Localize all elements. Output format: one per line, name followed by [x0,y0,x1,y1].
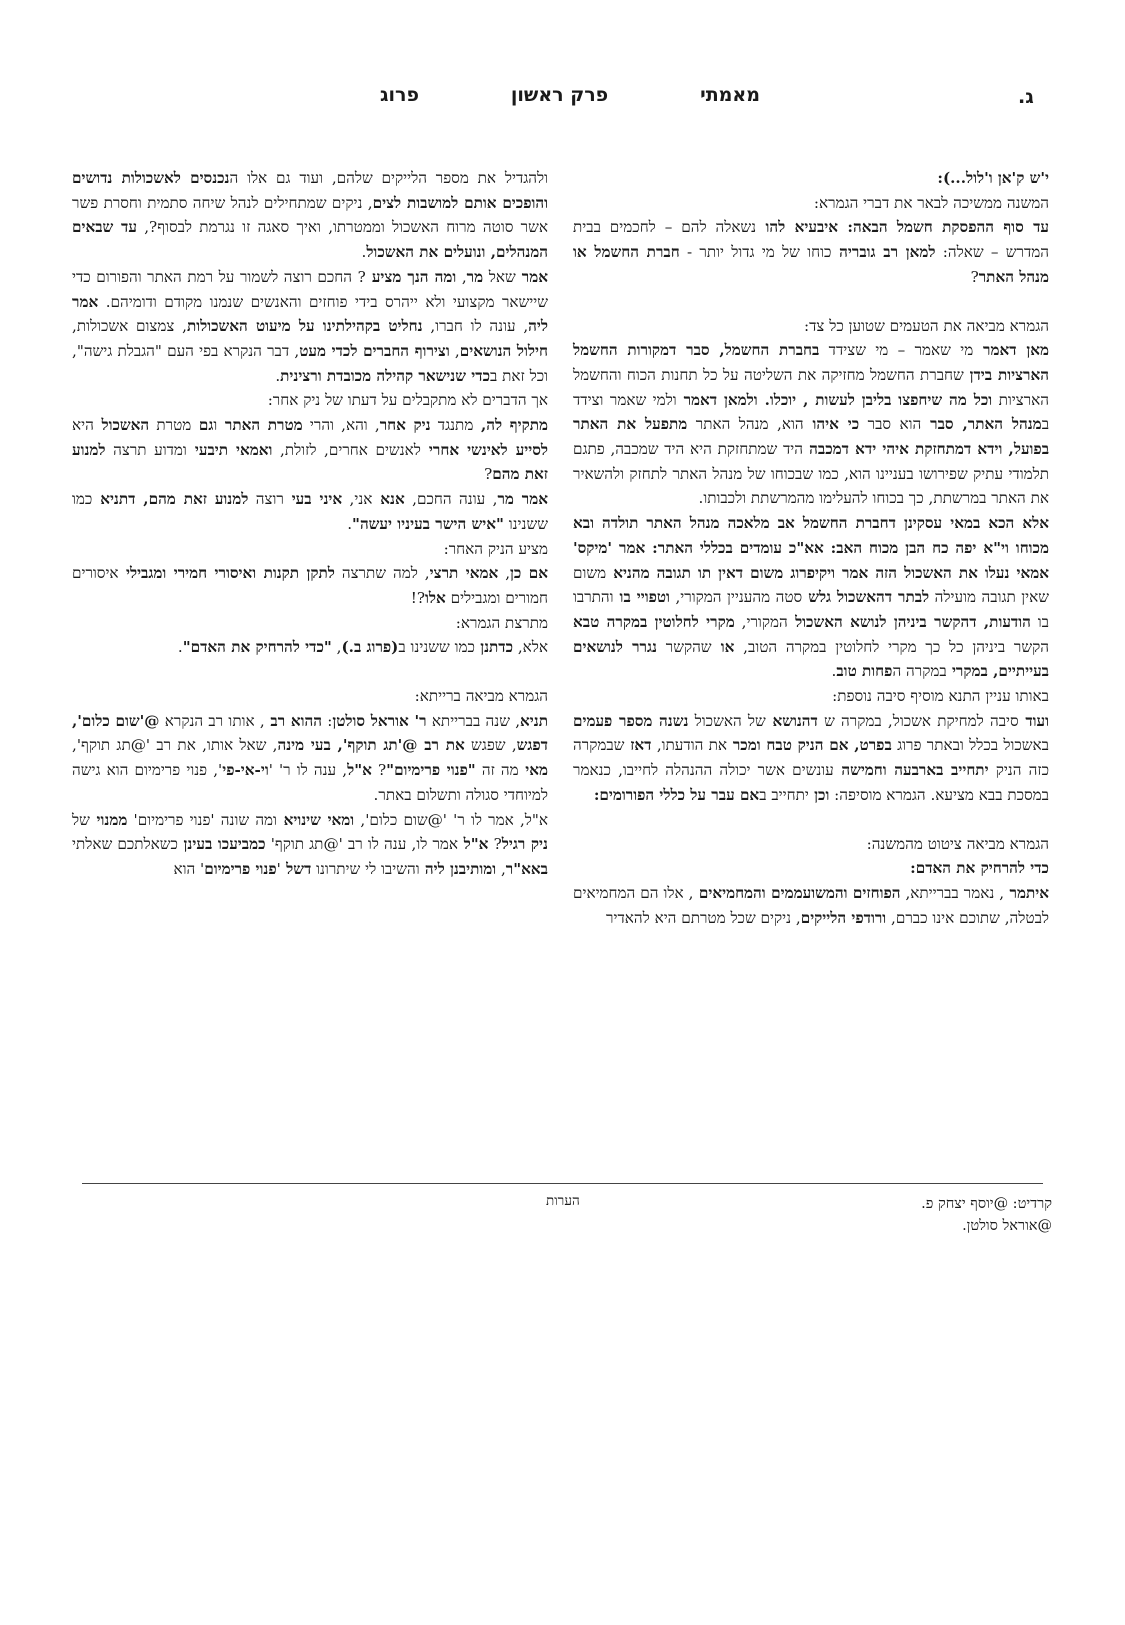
paragraph [573,338,1049,511]
paragraph [72,684,548,709]
bold-text: משום דאין תו תגובה מהניא [606,563,784,582]
bold-text: אמר [515,267,548,286]
bold-text: אמר ליה [72,292,548,336]
bold-text: ומאי שינויא [276,810,355,829]
text-run: מתרצת הגמרא: [455,613,548,632]
bold-text: ורודפי הלייקים [800,908,887,927]
text-run: , ניקים שכל מטרתם היא להאדיר [606,908,801,927]
bold-text: כי איהו [803,415,860,434]
bold-text: "כדי להרחיק את האדם" [182,638,332,657]
text-run: שחברת החשמל מחזיקה את השליטה על כל תחנות הכוח והחשמל הארציות [573,365,1049,409]
bold-text: מטרת האתר [217,416,303,435]
text-run: כוחו של מי גדול יותר - [679,243,832,262]
bold-text: אלא הכא במאי עסקינן דחברת החשמל אב מלאכה מנהל האתר תולדה ובא מכוחו וי"א יפה כח הבן מכוח האב: אא"כ עומדים בכללי האתר: אמר 'מיקס' אמאי נעלו את האשכול הזה אמר ויקיפרוג [573,514,1049,582]
text-run: ומה שונה 'פנוי פרימיום' [127,810,277,829]
text-run: ? החכם רוצה לשמור על רמת האתר והפורום כדי שיישאר מקצועי ולא ייהרס בידי פוחזים והאנשים שנמנו מקודם ודומיהם. [72,267,548,311]
text-run: ? [371,761,387,780]
bold-text: למנוע זאת מהם [72,440,548,484]
notes-label: הערות [546,1193,580,1209]
bold-text: ממנוי [89,810,128,829]
bold-text: מר [466,267,484,286]
text-run: , [331,638,342,657]
paragraph [573,856,1049,881]
text-run: ', פנוי פרימיום הוא גישה למיוחדי סגולה ותשלום באתר. [72,761,548,804]
text-run: של [72,810,90,829]
bold-text: או [711,637,735,656]
paragraph [72,537,548,562]
chapter-title: פרק ראשון [510,84,609,106]
paragraph-gap [72,660,548,684]
text-run: , [498,564,511,583]
paragraph [573,511,1049,684]
bold-text: מתפעל את האתר בפועל, וידא דמתחזקת איהי ידא דמכבה [573,415,1050,459]
page-number: ג. [1018,86,1034,108]
text-run: ? [484,465,493,484]
text-run: מה זה [475,761,519,780]
bold-text: אנא [372,490,405,509]
bold-text: גם [191,416,214,435]
bold-text: פנוי פרימיום [204,859,277,878]
paragraph [573,881,1049,930]
text-run: כשאלתכם שאלתי [72,835,178,854]
paragraph [72,808,548,882]
bold-text: מתקיף לה, [473,416,548,435]
text-run: שאל [483,267,516,286]
text-run: היד שמתחזקת היא היד שמכבה, פתגם תלמודי עתיק שפירושו בעניינו הוא, כמו שבכוחו של מנהל האתר לתחזק ולהשאיר את האתר במרשתת, כך בכוחו להעלימו מהמרשתת ולכבותו. [573,440,1049,508]
paragraph [72,413,548,487]
paragraph [72,635,548,660]
text-run: יתחייב ב [759,785,809,804]
bold-text: לסייע לאינשי אחרי [420,440,549,459]
text-run: . [347,514,353,533]
text-run: משום שאין תגובה מועילה [573,563,1049,607]
text-run: איסורים חמורים ומגבילים [72,564,548,607]
text-run: , שאל אותו, את רב '@תג תוקף', [72,736,278,755]
paragraph [573,314,1049,339]
bold-text: ומה הנך מציע [365,267,457,286]
bold-text: מקרי לחלוטין במקרה טבא [573,612,735,631]
text-run: באשכול בכלל ובאתר פרוג [891,736,1049,755]
credit-line: קרדיט: @יוסף יצחק פ. [921,1196,1052,1212]
text-run: מטרת [149,416,192,435]
text-run: הגמרא מביאה ציטוט מהמשנה: [866,834,1049,853]
text-run: , שפגש [464,736,517,755]
bold-text: אלו [425,588,446,607]
bold-text: לבתר דהאשכול גלש [802,588,930,607]
text-run: ? [488,835,502,854]
bold-text: אמאי תרצי [429,564,499,583]
paragraph-gap [573,290,1049,314]
bold-text: דאז [624,736,652,755]
bold-text: כמביעכו בעינן [177,835,266,854]
bold-text: "פנוי פרימיום" [386,761,476,780]
text-run: . [361,243,367,262]
paragraph [573,191,1049,216]
bold-text: בפרט, אם הניק טבח ומכר [727,736,892,755]
bold-text: (פרוג ב.) [341,638,399,657]
text-run: שבמקרה כזה הניק [573,736,1049,780]
bold-text: מנהל האתר, סבר [921,415,1042,434]
bold-text: וי-אי-פי [222,761,269,780]
text-run: שהקשר [656,637,712,656]
text-run: הגמרא מביאה ברייתא: [414,687,548,706]
paragraph [72,709,548,808]
text-run: המשנה ממשיכה לבאר את דברי הגמרא: [813,193,1049,212]
text-run: ומדוע תרצה [105,440,187,459]
text-run: , דבר הנקרא בפי העם "הגבלת גישה", וכל זאת ב [72,341,548,385]
bold-text: האשכול [93,416,150,435]
text-run: אלא, [513,638,548,657]
text-run: , שנה בברייתא [426,711,521,730]
text-run: , והא, והרי [302,416,380,435]
paragraph [573,215,1049,289]
text-run: , [456,267,467,286]
text-run: נשאלה להם – לחכמים בבית המדרש – שאלה: [573,218,1049,262]
text-run: המקורי, [734,612,788,631]
text-run: מתנגד [430,416,474,435]
bold-text: יתחייב בארבעה וחמישה [833,761,989,780]
bold-text: למנוע זאת מהם, דתניא [92,490,249,509]
tractate-title: מאמתי [700,84,760,106]
bold-text: עד שבאים המנהלים, ונועלים את האשכול [72,218,548,262]
bold-text: באא"ר [505,859,548,878]
bold-text: בחברת החשמל, סבר דמקורות החשמל הארציות בידן [573,341,1049,384]
text-run: , עונה החכם, [404,490,498,509]
bold-text: וצירוף החברים לכדי מעט [299,341,450,360]
paragraph [72,561,548,610]
text-run: והתרבו בו [573,588,1049,631]
text-run: , נאמר בברייתא, [900,883,1005,902]
text-run: מי שאמר – מי שצידד [819,341,974,360]
paragraph [72,166,548,265]
text-run: הוא, מנהל האתר [687,415,804,434]
right-text-column [573,166,1049,930]
bold-text: א"ל [347,761,372,780]
part-title: פרוג [380,84,419,106]
bold-text: כדתנן [474,638,513,657]
text-run: : [322,711,333,730]
credit-block [812,1193,1052,1237]
paragraph [72,611,548,636]
text-run: הגמרא מביאה את הטעמים שטוען כל צד: [804,316,1049,335]
credit-line: @אוראל סולטן. [962,1218,1052,1234]
text-run: באותו עניין התנא מוסיף סיבה נוספת: [832,687,1049,706]
bold-text: דשל [280,859,312,878]
bold-text: לתקן תקנות ואיסורי חמירי ומגבילי [118,564,335,583]
bold-text: נחליט בקהילתינו על מיעוט האשכולות [186,317,423,336]
text-run: , צמצום אשכולות, [72,317,187,336]
bold-text: נגרר לנושאים בעייתיים, במקרי [573,637,1049,681]
paragraph [573,166,1049,191]
text-run: הוא סבר [859,415,922,434]
bold-text: ר' אוראל סולטן [332,711,427,730]
bold-text: איתמר [1004,883,1049,902]
text-run: אך הדברים לא מתקבלים על דעתו של ניק אחר: [267,391,548,410]
text-run: , עונה לו חברו, [422,317,529,336]
text-run: סטה מהעניין המקורי, [669,588,803,607]
paragraph [72,265,548,389]
text-run: לאנשים אחרים, לזולת, [272,440,421,459]
text-run: ? [970,267,979,286]
bold-text: ועוד [1018,711,1049,730]
text-run: ?! [410,588,426,607]
text-run: ' [276,859,281,878]
paragraph [72,388,548,413]
text-run: . [177,638,183,657]
bold-text: ואמאי תיבעי [186,440,273,459]
text-run: , [449,341,460,360]
text-run: ו [213,416,218,435]
bold-text: פחות טוב [836,662,893,681]
text-run: הקשר ביניהן כל כך מקרי לחלוטין במקרה הטוב, [734,637,1049,656]
bold-text: א"ל [458,835,489,854]
text-run: א"ל, אמר לו ר' '@שום כלום', [354,810,548,829]
text-run: אמר לו, ענה לו רב '@תג תוקף' [265,835,459,854]
bold-text: איבעיא להו [756,218,839,237]
text-run: ' הוא [173,859,205,878]
bold-text: דהנושא [765,711,818,730]
bold-text: כדי שנישאר קהילה מכובדת ורצינית [280,366,490,385]
bold-text: וכן [808,785,830,804]
text-run: כמו ששנינו [72,490,548,533]
bold-text: וטפויי בו [613,588,670,607]
bold-text: למאן רב גובריה [831,243,936,262]
bold-text: נשנה מספר פעמים [573,711,689,730]
bold-text: את רב @'תג תוקף', בעי מינה [277,736,465,755]
paragraph-gap [573,808,1049,832]
text-run: היא [72,416,94,435]
bold-text: ההוא רב [264,711,322,730]
bold-text: חילול הנושאים [459,341,548,360]
bold-text: חברת החשמל או מנהל האתר [573,243,1049,286]
bold-text: ניק רגיל [501,835,548,854]
left-text-column [72,166,548,882]
text-run: . [831,662,837,681]
bold-text: "איש הישר בעיניו יעשה" [352,514,504,533]
text-run: כמו ששנינו ב [398,638,475,657]
text-run: , אותו רב הנקרא [159,711,265,730]
bold-text: מאי [518,761,548,780]
bold-text: ניק אחר [379,416,431,435]
text-run: , ענה לו ר' ' [268,761,348,780]
bold-text: עד סוף ההפסקת חשמל הבאה: [838,218,1049,237]
bold-text: אם עבר על כללי הפורומים: [593,785,760,804]
text-run: והשיבו לי שיתרונו [311,859,420,878]
text-run: רוצה [248,490,284,509]
text-run: , ניקים שמתחילים לנהל שיחה סתמית וחסרת פשר אשר סוטה מרוח האשכול וממטרתו, ואיך סאגה זו נגרמת לבסוף?, [72,193,548,237]
footnote-divider [82,1183,1043,1184]
text-run: אני, [342,490,373,509]
bold-text: ומותיבנן ליה [419,859,497,878]
text-run: סיבה למחיקת אשכול, במקרה ש [817,711,1019,730]
text-run: במקרה ה [892,662,947,681]
text-run: ולמי שאמר וצידד ב [573,390,1050,434]
bold-text: תניא [520,711,548,730]
bold-text: וכל מה שיחפצו בליבן לעשות , יוכלו. [757,390,993,409]
bold-text: מאן דאמר [973,341,1049,360]
paragraph [573,684,1049,709]
bold-text: אם כן [510,564,548,583]
text-run: את הודעתו, [651,736,728,755]
bold-text: @'שום כלום', דפגש [72,711,548,755]
paragraph [573,709,1049,808]
paragraph [72,487,548,536]
bold-text: הודעות, דהקשר ביניהן לנושא האשכול [787,612,1031,631]
paragraph [573,832,1049,857]
text-run: מציע הניק האחר: [443,539,548,558]
running-head [380,84,760,106]
text-run: , [496,859,506,878]
text-run: עונשים אשר יכולה ההנהלה לחייבו, כנאמר במסכת בבא מציעא. הגמרא מוסיפה: [573,761,1049,804]
text-run: . [275,366,281,385]
bold-text: כדי להרחיק את האדם: [910,859,1049,878]
text-run: , למה שתרצה [334,564,430,583]
text-run: ולהגדיל את מספר הלייקים שלהם, ועוד גם אלו ה [229,169,548,187]
bold-text: נכנסים לאשכולות נדושים והופכים אותם למושבות לצים [72,169,548,212]
bold-text: אמר מר [497,490,548,509]
text-run: , אלו הם המחמיאים לבטלה, שתוכם אינו כברם, [573,883,1049,927]
bold-text: ולמאן דאמר [676,390,758,409]
bold-text: י'ש ק'אן ו'לול...): [937,169,1049,187]
bold-text: איני בעי [283,490,343,509]
text-run: של האשכול [688,711,766,730]
bold-text: הפוחזים והמשועממים והמחמיאים [693,883,901,902]
